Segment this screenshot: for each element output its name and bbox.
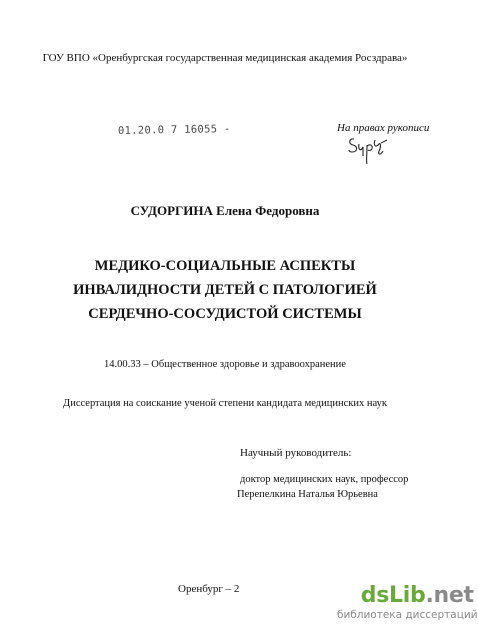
supervisor-name: Перепелкина Наталья Юрьевна [237,489,378,500]
institution-header: ГОУ ВПО «Оренбургская государственная медицинская академия Росздрава» [42,52,408,64]
city-year: Оренбург – 2 [178,583,240,595]
watermark-logo [357,584,478,608]
degree-statement: Диссертация на соискание ученой степени кандидата медицинских наук [63,398,387,409]
specialty-code: 14.00.33 – Общественное здоровье и здравоохранение [104,359,346,370]
logo-part-dslib: dsLib [360,583,426,608]
dslib-watermark[interactable] [337,583,478,622]
handwritten-signature [345,134,391,166]
logo-part-net: .net [425,583,474,608]
title-line: ИНВАЛИДНОСТИ ДЕТЕЙ С ПАТОЛОГИЕЙ [73,282,377,298]
dissertation-title [0,254,450,326]
title-line: СЕРДЕЧНО-СОСУДИСТОЙ СИСТЕМЫ [88,306,362,322]
supervisor-label: Научный руководитель: [240,447,352,459]
title-line: МЕДИКО-СОЦИАЛЬНЫЕ АСПЕКТЫ [94,258,356,274]
supervisor-degree: доктор медицинских наук, профессор [240,474,409,485]
archive-stamp: 01.20.0 7 16055 - [117,123,231,137]
watermark-subtitle: библиотека диссертаций [337,609,478,621]
author-name: СУДОРГИНА Елена Федоровна [130,203,320,218]
manuscript-rights-note: На правах рукописи [337,122,430,134]
